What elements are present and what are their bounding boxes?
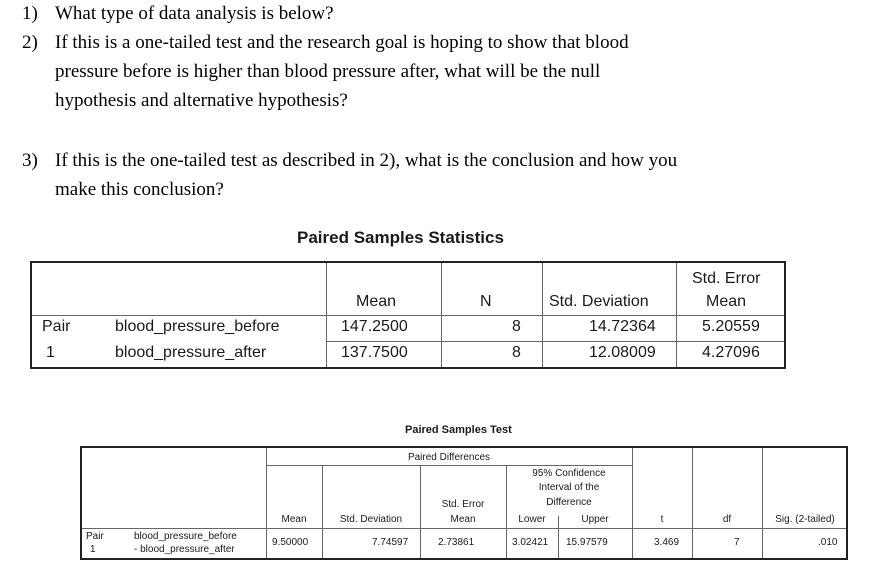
stats-row-1-std-err: 5.20559: [702, 318, 760, 335]
stats-row-1-name: blood_pressure_before: [115, 318, 280, 335]
question-2-line-1: If this is a one-tailed test and the research goal is hoping to show that blood: [55, 32, 629, 53]
test-header-df: df: [722, 514, 732, 525]
test-header-t: t: [660, 514, 664, 525]
test-paired-differences-label: Paired Differences: [407, 452, 491, 463]
stats-row-2-n: 8: [512, 344, 521, 361]
stats-header-std-err-2: Mean: [706, 293, 747, 310]
test-value-mean: 9.50000: [272, 537, 309, 548]
test-value-std-err: 2.73861: [438, 537, 475, 548]
stats-header-std-err-1: Std. Error: [692, 270, 761, 287]
test-header-std-err-2: Mean: [450, 514, 476, 525]
test-value-df: 7: [734, 537, 740, 548]
test-value-upper: 15.97579: [566, 537, 608, 548]
stats-pair-number: 1: [46, 344, 55, 361]
test-pair-label: Pair: [86, 531, 104, 542]
question-2-line-2: pressure before is higher than blood pressure after, what will be the null: [55, 61, 601, 82]
test-header-std-dev: Std. Deviation: [339, 514, 403, 525]
test-header-sig: Sig. (2-tailed): [775, 514, 835, 525]
stats-header-mean: Mean: [356, 293, 397, 310]
test-pair-number: 1: [90, 544, 96, 555]
test-table-title: Paired Samples Test: [405, 424, 512, 436]
test-ci-line-3: Difference: [546, 497, 592, 508]
test-ci-line-1: 95% Confidence: [532, 468, 606, 479]
stats-header-std-dev: Std. Deviation: [549, 293, 649, 310]
test-value-std-dev: 7.74597: [372, 537, 409, 548]
test-header-std-err-1: Std. Error: [441, 499, 485, 510]
stats-row-2-name: blood_pressure_after: [115, 344, 267, 361]
paired-samples-statistics-table: [30, 261, 786, 369]
question-3-number: 3): [22, 150, 38, 171]
stats-row-2-std-err: 4.27096: [702, 344, 760, 361]
test-ci-line-2: Interval of the: [538, 482, 600, 493]
question-2-number: 2): [22, 32, 38, 53]
test-header-mean: Mean: [281, 514, 307, 525]
test-value-t: 3.469: [654, 537, 680, 548]
question-1-line-1: What type of data analysis is below?: [55, 3, 334, 24]
test-header-lower: Lower: [518, 514, 546, 525]
question-3-line-2: make this conclusion?: [55, 179, 224, 200]
paired-samples-test-table: [80, 446, 848, 560]
stats-pair-label: Pair: [42, 318, 71, 335]
test-header-upper: Upper: [581, 514, 609, 525]
stats-row-1-mean: 147.2500: [341, 318, 408, 335]
question-3-line-1: If this is the one-tailed test as described in 2), what is the conclusion and how you: [55, 150, 678, 171]
test-row-name-2: - blood_pressure_after: [134, 544, 235, 555]
stats-table-title: Paired Samples Statistics: [297, 228, 504, 247]
question-2-line-3: hypothesis and alternative hypothesis?: [55, 90, 348, 111]
stats-row-2-std-dev: 12.08009: [589, 344, 656, 361]
stats-row-1-n: 8: [512, 318, 521, 335]
test-value-sig: .010: [818, 537, 838, 548]
question-1-number: 1): [22, 3, 38, 24]
stats-row-1-std-dev: 14.72364: [589, 318, 656, 335]
stats-header-n: N: [480, 293, 492, 310]
stats-row-2-mean: 137.7500: [341, 344, 408, 361]
test-value-lower: 3.02421: [512, 537, 549, 548]
test-row-name-1: blood_pressure_before: [134, 531, 237, 542]
